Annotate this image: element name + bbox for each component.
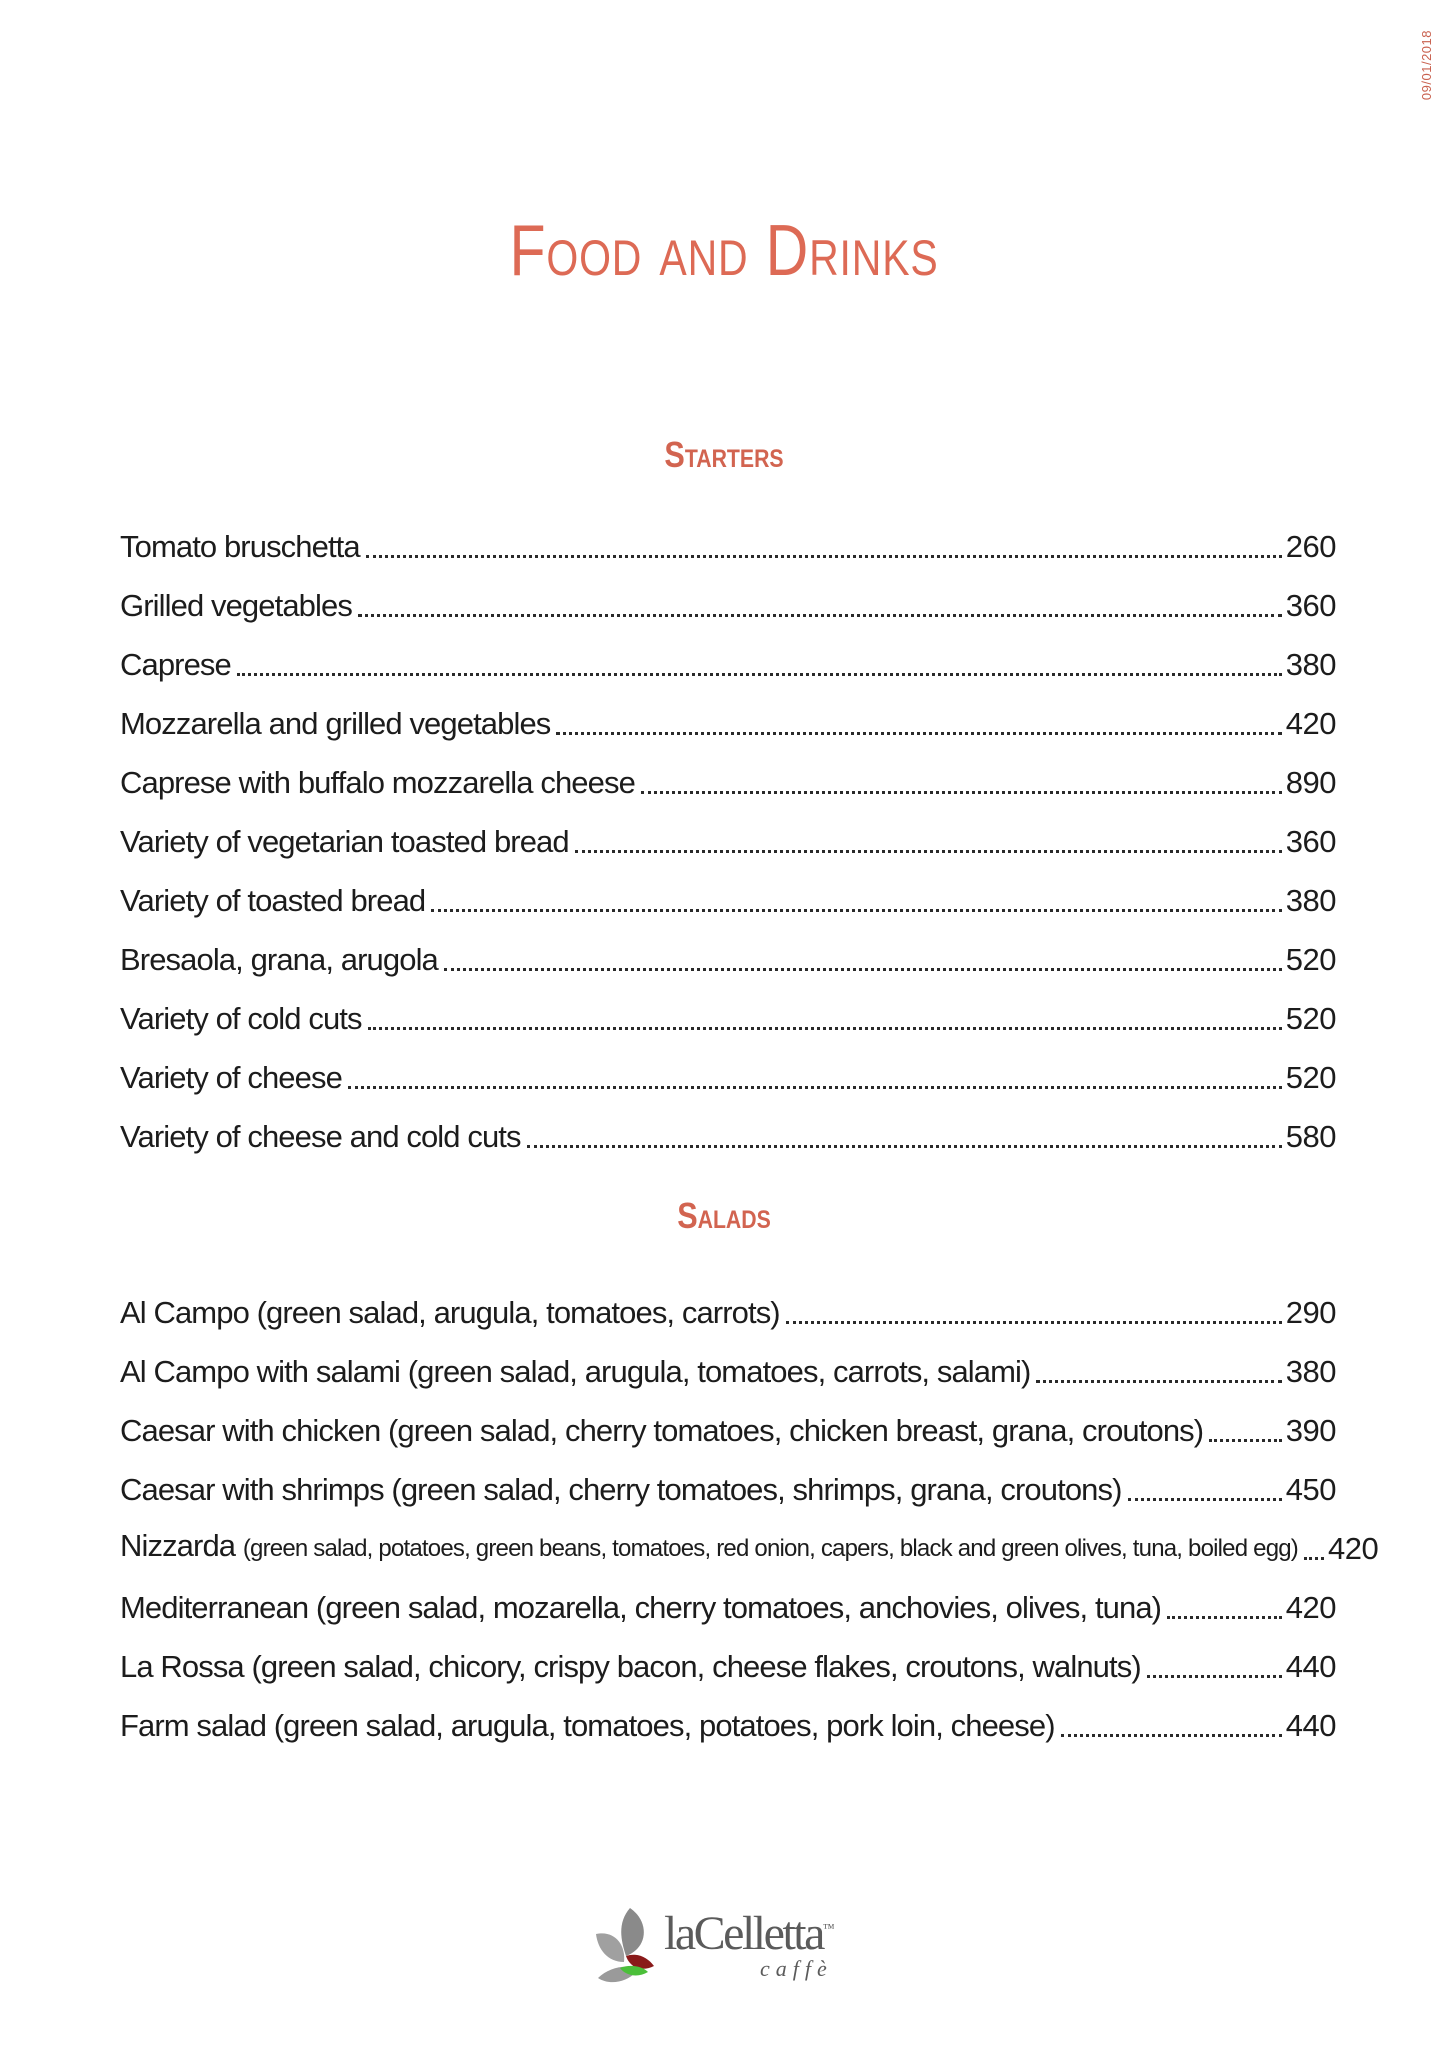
logo-subtitle: caffè xyxy=(760,1956,833,1981)
menu-item xyxy=(120,744,1336,803)
logo-prefix: la xyxy=(664,1907,694,1960)
logo-main: Celletta xyxy=(693,1907,823,1960)
item-name: Caprese xyxy=(120,647,231,682)
menu-item xyxy=(120,1392,1336,1451)
dot-leader xyxy=(348,1086,1282,1089)
menu-item xyxy=(120,1039,1336,1098)
item-price: 390 xyxy=(1285,1413,1336,1448)
item-price: 420 xyxy=(1327,1531,1379,1566)
section-heading-starters: Starters xyxy=(664,434,784,475)
item-price: 420 xyxy=(1285,706,1336,741)
item-price: 380 xyxy=(1285,1354,1336,1389)
item-price: 290 xyxy=(1285,1295,1336,1330)
dot-leader xyxy=(556,732,1281,735)
menu-item xyxy=(120,567,1336,626)
dot-leader xyxy=(1167,1616,1282,1619)
dot-leader xyxy=(786,1321,1282,1324)
item-name: Farm salad (green salad, arugula, tomatoes, potatoes, pork loin, cheese) xyxy=(120,1708,1055,1743)
menu-item xyxy=(120,1687,1336,1746)
dot-leader xyxy=(1304,1557,1324,1560)
item-price: 440 xyxy=(1285,1649,1336,1684)
menu-item xyxy=(120,1098,1336,1157)
dot-leader xyxy=(527,1145,1282,1148)
item-price: 360 xyxy=(1285,824,1336,859)
dot-leader xyxy=(237,673,1282,676)
menu-item xyxy=(120,508,1336,567)
menu-item xyxy=(120,862,1336,921)
dot-leader xyxy=(641,791,1282,794)
item-name: Caesar with shrimps (green salad, cherry tomatoes, shrimps, grana, croutons) xyxy=(120,1472,1122,1507)
brand-logo xyxy=(592,1900,862,1996)
section-heading-salads: Salads xyxy=(677,1195,771,1236)
dot-leader xyxy=(1147,1675,1282,1678)
item-price: 520 xyxy=(1285,942,1336,977)
trademark-mark: ™ xyxy=(822,1921,835,1935)
item-name: Caesar with chicken (green salad, cherry tomatoes, chicken breast, grana, croutons) xyxy=(120,1413,1204,1448)
item-name xyxy=(120,1526,1298,1569)
dot-leader xyxy=(1061,1734,1282,1737)
dot-leader xyxy=(368,1027,1282,1030)
menu-item xyxy=(120,1274,1336,1333)
dot-leader xyxy=(366,555,1282,558)
item-price: 450 xyxy=(1285,1472,1336,1507)
page-title: Food and Drinks xyxy=(509,211,939,291)
item-name: Variety of cheese xyxy=(120,1060,342,1095)
menu-item xyxy=(120,626,1336,685)
item-name: La Rossa (green salad, chicory, crispy bacon, cheese flakes, croutons, walnuts) xyxy=(120,1649,1141,1684)
menu-item xyxy=(120,921,1336,980)
item-name: Variety of cheese and cold cuts xyxy=(120,1119,521,1154)
dot-leader xyxy=(575,850,1282,853)
item-title: Nizzarda xyxy=(120,1528,236,1563)
menu-item xyxy=(120,1510,1379,1569)
dot-leader xyxy=(1128,1498,1282,1501)
item-price: 380 xyxy=(1285,647,1336,682)
menu-item xyxy=(120,1451,1336,1510)
starters-list xyxy=(120,508,1336,1157)
item-price: 360 xyxy=(1285,588,1336,623)
dot-leader xyxy=(1036,1380,1281,1383)
item-detail: (green salad, potatoes, green beans, tomatoes, red onion, capers, black and green olives, tuna, boiled egg) xyxy=(242,1535,1298,1562)
leaf-logo-icon xyxy=(592,1904,662,1994)
date-stamp: 09/01/2018 xyxy=(1419,30,1434,101)
item-price: 520 xyxy=(1285,1060,1336,1095)
logo-wordmark xyxy=(664,1906,835,1961)
item-price: 440 xyxy=(1285,1708,1336,1743)
item-name: Tomato bruschetta xyxy=(120,529,360,564)
item-name: Al Campo with salami (green salad, arugula, tomatoes, carrots, salami) xyxy=(120,1354,1031,1389)
item-name: Grilled vegetables xyxy=(120,588,352,623)
item-price: 580 xyxy=(1285,1119,1336,1154)
menu-item xyxy=(120,1628,1336,1687)
dot-leader xyxy=(431,909,1282,912)
menu-item xyxy=(120,980,1336,1039)
item-name: Variety of vegetarian toasted bread xyxy=(120,824,569,859)
menu-item xyxy=(120,685,1336,744)
item-name: Variety of toasted bread xyxy=(120,883,426,918)
dot-leader xyxy=(1209,1439,1282,1442)
item-price: 380 xyxy=(1285,883,1336,918)
dot-leader xyxy=(444,968,1282,971)
item-name: Caprese with buffalo mozzarella cheese xyxy=(120,765,635,800)
item-price: 520 xyxy=(1285,1001,1336,1036)
item-price: 260 xyxy=(1285,529,1336,564)
item-name: Variety of cold cuts xyxy=(120,1001,362,1036)
item-price: 890 xyxy=(1285,765,1336,800)
item-name: Bresaola, grana, arugola xyxy=(120,942,438,977)
menu-item xyxy=(120,1569,1336,1628)
salads-list xyxy=(120,1274,1379,1746)
menu-item xyxy=(120,803,1336,862)
item-name: Al Campo (green salad, arugula, tomatoes, carrots) xyxy=(120,1295,780,1330)
item-name: Mediterranean (green salad, mozarella, cherry tomatoes, anchovies, olives, tuna) xyxy=(120,1590,1162,1625)
dot-leader xyxy=(358,614,1282,617)
item-price: 420 xyxy=(1285,1590,1336,1625)
item-name: Mozzarella and grilled vegetables xyxy=(120,706,551,741)
menu-item xyxy=(120,1333,1336,1392)
